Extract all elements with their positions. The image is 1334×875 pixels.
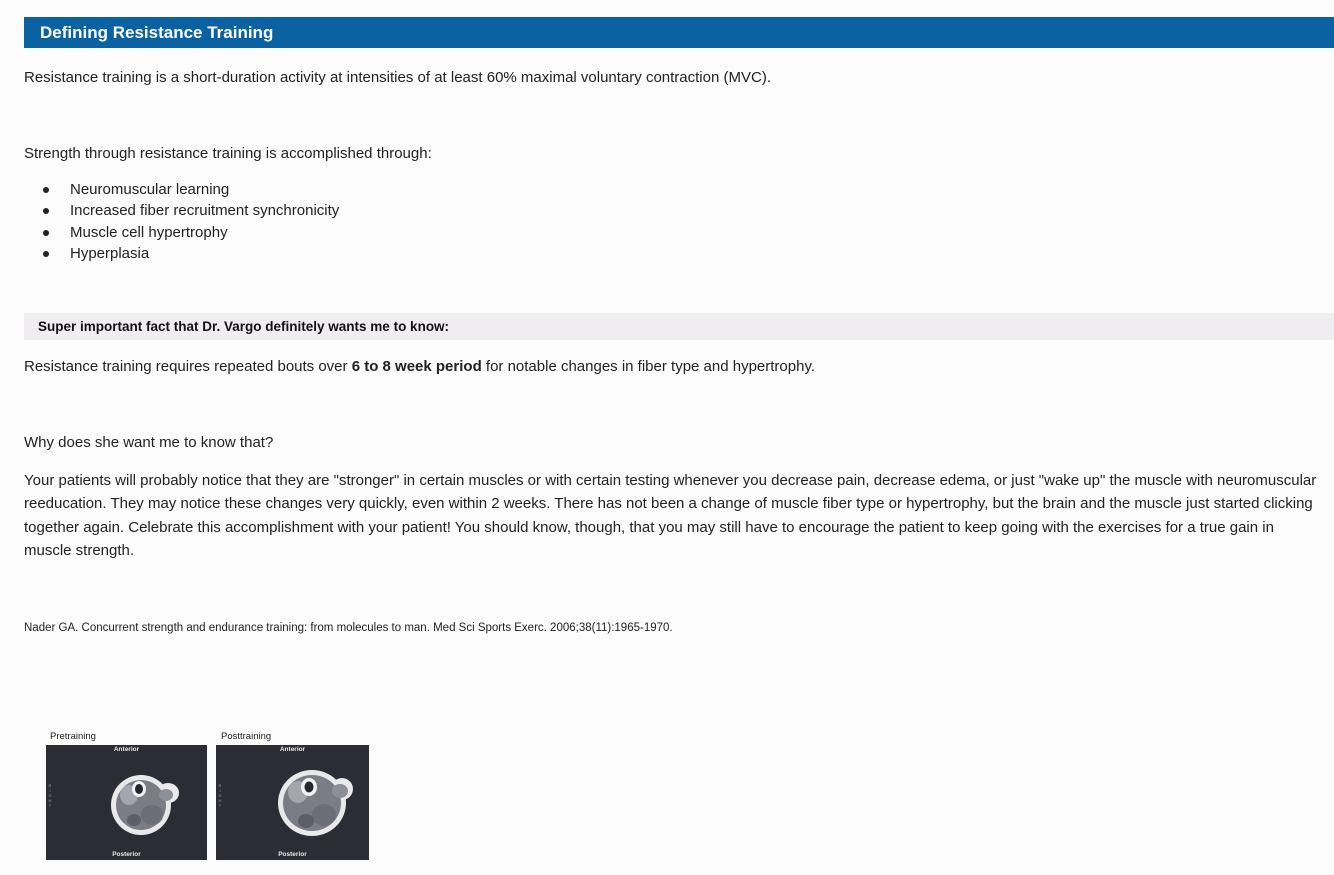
citation-text: Nader GA. Concurrent strength and endurance training: from molecules to man. Med Sci Sports Exerc. 2006;38(11):1965-1970. — [24, 622, 673, 634]
posterior-label: Posterior — [278, 851, 307, 858]
list-item: Muscle cell hypertrophy — [24, 222, 339, 243]
pretraining-thigh-scan — [46, 745, 207, 860]
fact-text — [24, 355, 815, 378]
anterior-label: Anterior — [279, 746, 306, 753]
why-answer-paragraph: Your patients will probably notice that they are "stronger" in certain muscles or with certain testing whenever you decrease pain, decrease edema, or just "wake up" the muscle with neuromuscular reeducation. They may notice these changes very quickly, even within 2 weeks. There has not been a change of muscle fiber type or hypertrophy, but the brain and the muscle just started clicking together again. Celebrate this accomplishment with your patient! You should know, though, that you may still have to encourage the patient to keep going with the exercises for a true gain in muscle strength. — [24, 472, 1317, 559]
intro-text: Resistance training is a short-duration activity at intensities of at least 60% maximal voluntary contraction (MVC). — [24, 69, 771, 86]
side-marker: R I G H T — [218, 783, 222, 808]
fact-text-after: for notable changes in fiber type and hypertrophy. — [481, 358, 816, 375]
posttraining-mri-image — [216, 745, 369, 860]
section-title-banner: Defining Resistance Training — [24, 17, 1334, 48]
posttraining-label: Posttraining — [221, 731, 272, 742]
pretraining-mri-image — [46, 745, 207, 860]
posterior-label: Posterior — [112, 851, 141, 858]
strength-lead-text: Strength through resistance training is accomplished through: — [24, 145, 432, 162]
pretraining-label: Pretraining — [50, 731, 96, 742]
strength-list — [24, 179, 339, 264]
fact-text-bold: 6 to 8 week period — [351, 358, 482, 375]
posttraining-thigh-scan — [216, 745, 369, 860]
side-marker: R I G H T — [48, 783, 52, 808]
list-item: Increased fiber recruitment synchronicity — [24, 200, 339, 221]
list-item: Hyperplasia — [24, 243, 339, 264]
why-question: Why does she want me to know that? — [24, 434, 274, 451]
important-fact-callout: Super important fact that Dr. Vargo definitely wants me to know: — [24, 313, 1334, 340]
fact-text-before: Resistance training requires repeated bouts over — [24, 358, 352, 375]
list-item: Neuromuscular learning — [24, 179, 339, 200]
anterior-label: Anterior — [113, 746, 140, 753]
